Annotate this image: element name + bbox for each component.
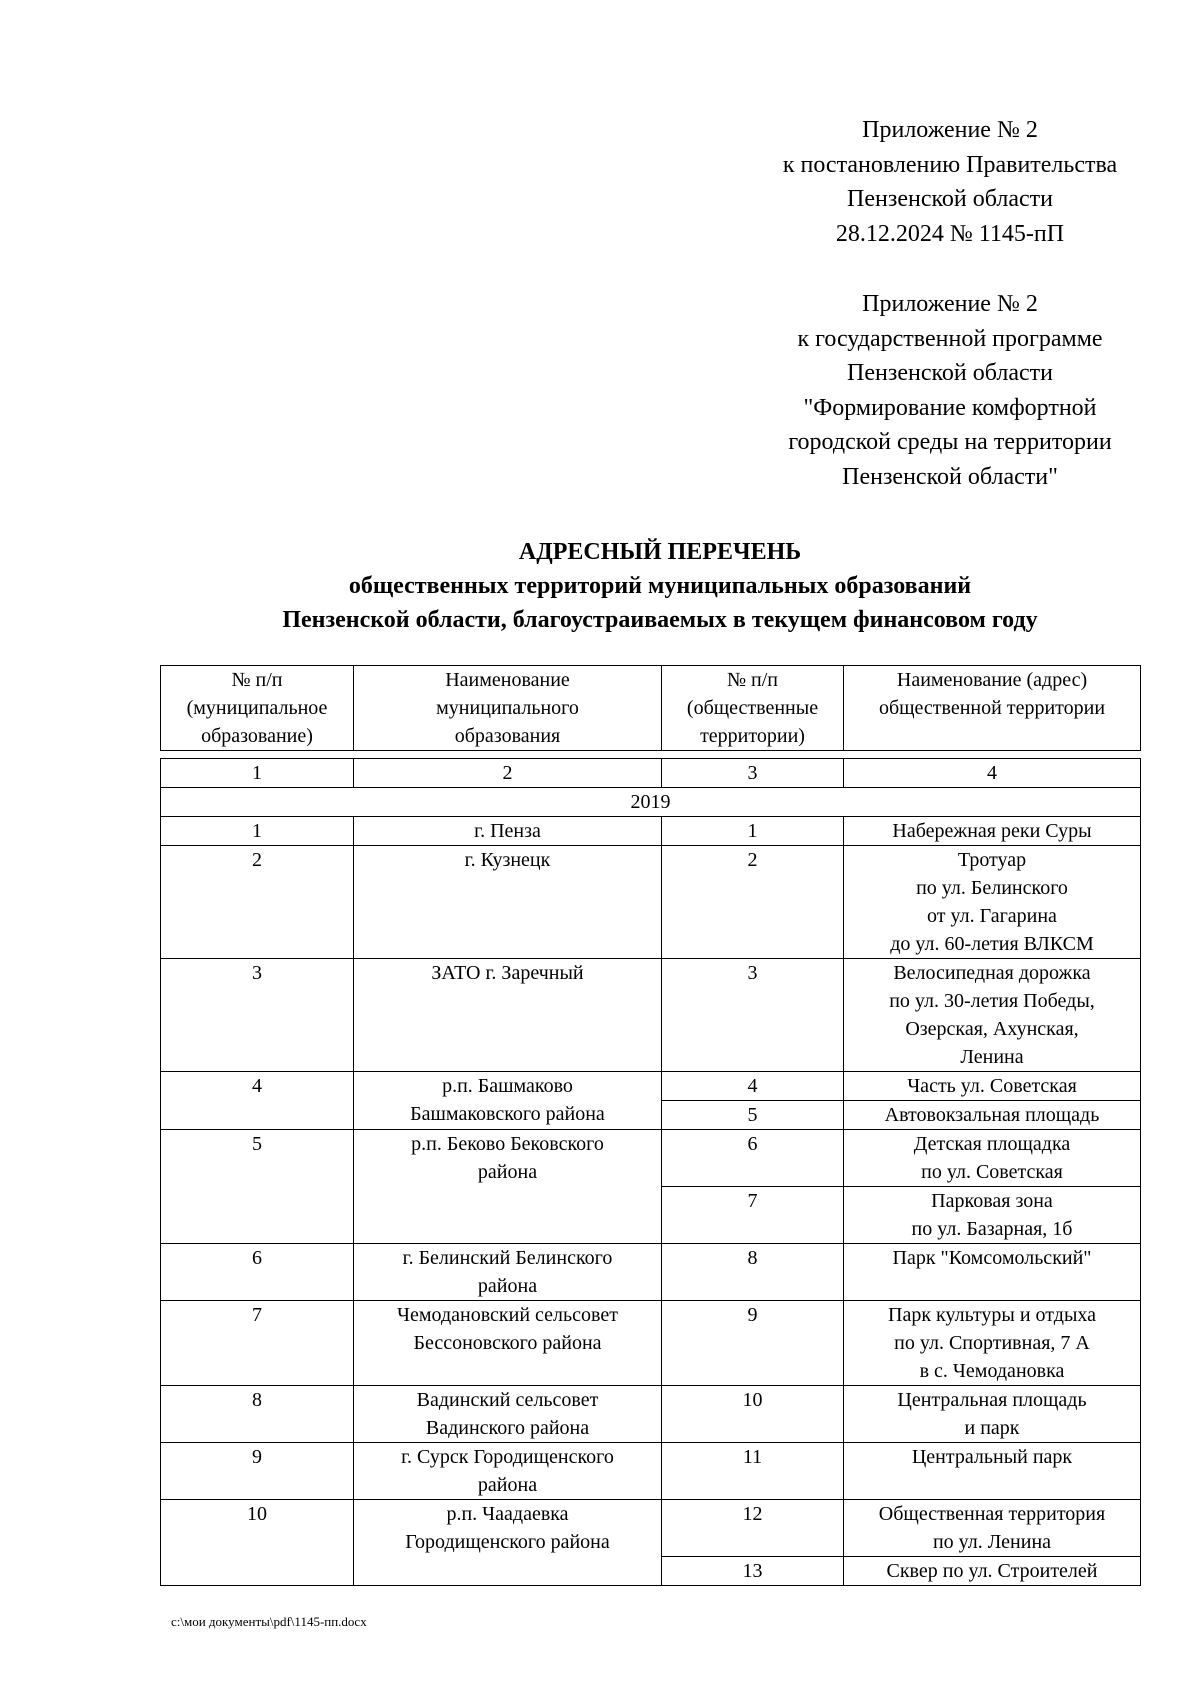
appendix-state-program (720, 287, 1180, 494)
territory-name-cell-line: по ул. Советская (921, 1161, 1063, 1183)
municipality-name-cell-line: района (477, 1275, 538, 1297)
municipality-number-cell-line: 10 (247, 1503, 267, 1525)
year-row (161, 788, 1141, 817)
municipality-number-cell (161, 817, 354, 846)
territory-name-cell-line: Велосипедная дорожка (893, 962, 1091, 984)
table-header-row (161, 666, 1141, 751)
address-list-table (160, 665, 1141, 1586)
territory-number-cell (662, 1072, 844, 1101)
municipality-name-cell (354, 1130, 662, 1244)
municipality-number-cell (161, 846, 354, 959)
table-row (161, 1072, 1141, 1101)
territory-name-cell-line: по ул. Ленина (932, 1531, 1052, 1553)
territory-number-cell-line: 3 (747, 962, 758, 984)
column-number-cell: 1 (161, 759, 354, 788)
appendix-line: Пензенской области (847, 360, 1053, 386)
territory-name-cell-line: по ул. Спортивная, 7 А (894, 1332, 1090, 1354)
table-row (161, 1301, 1141, 1386)
territory-name-cell (844, 817, 1141, 846)
municipality-name-cell (354, 846, 662, 959)
municipality-number-cell-line: 8 (252, 1389, 262, 1411)
municipality-name-cell-line: ЗАТО г. Заречный (431, 962, 584, 984)
territory-number-cell (662, 1500, 844, 1557)
municipality-number-cell-line: 3 (252, 962, 262, 984)
municipality-name-cell-line: г. Кузнецк (464, 849, 551, 871)
column-number-cell: 4 (844, 759, 1141, 788)
appendix-line: Приложение № 2 (862, 291, 1038, 317)
appendix-line: 28.12.2024 № 1145-пП (835, 220, 1065, 247)
appendix-government-resolution (720, 113, 1180, 251)
territory-name-cell-line: и парк (964, 1417, 1020, 1439)
territory-number-cell-line: 7 (747, 1190, 758, 1212)
territory-name-cell (844, 1072, 1141, 1101)
territory-name-cell-line: Озерская, Ахунская, (905, 1018, 1079, 1040)
territory-name-cell-line: Тротуар (957, 849, 1027, 871)
municipality-number-cell (161, 1301, 354, 1386)
territory-number-cell-line: 4 (747, 1075, 758, 1097)
file-path-footer: c:\мои документы\pdf\1145-пп.docx (171, 1614, 367, 1629)
territory-name-cell (844, 1244, 1141, 1301)
column-number-cell: 2 (354, 759, 662, 788)
territory-name-cell-line: по ул. Базарная, 1б (911, 1218, 1073, 1240)
territory-number-cell-line: 8 (747, 1247, 758, 1269)
appendix-line: к государственной программе (797, 325, 1103, 352)
municipality-number-cell-line: 6 (252, 1247, 262, 1269)
table-row (161, 1500, 1141, 1557)
territory-name-cell-line: Центральный парк (911, 1446, 1073, 1468)
territory-name-cell (844, 959, 1141, 1072)
territory-name-cell-line: от ул. Гагарина (927, 905, 1057, 927)
territory-name-cell-line: Ленина (960, 1046, 1024, 1068)
territory-number-cell (662, 1244, 844, 1301)
territory-number-cell-line: 2 (747, 849, 758, 871)
territory-number-cell (662, 1557, 844, 1586)
territory-number-cell-line: 9 (747, 1304, 758, 1326)
municipality-name-cell-line: Чемодановский сельсовет (397, 1304, 618, 1326)
municipality-name-cell-line: г. Белинский Белинского (402, 1247, 613, 1269)
territory-name-cell-line: по ул. 30-летия Победы, (889, 990, 1095, 1012)
municipality-name-cell-line: Вадинского района (425, 1417, 590, 1439)
document-title (160, 535, 1160, 637)
municipality-name-cell-line: района (477, 1474, 538, 1496)
header-cell-mun-name: Наименование муниципального образования (354, 666, 662, 751)
municipality-name-cell-line: Башмаковского района (410, 1103, 605, 1125)
year-cell: 2019 (161, 788, 1141, 817)
territory-name-cell (844, 1187, 1141, 1244)
municipality-number-cell (161, 1500, 354, 1586)
territory-number-cell-line: 5 (747, 1104, 758, 1126)
column-number-cell: 3 (662, 759, 844, 788)
municipality-name-cell-line: района (477, 1161, 538, 1183)
municipality-number-cell-line: 9 (252, 1446, 262, 1468)
territory-number-cell-line: 10 (742, 1389, 763, 1411)
territory-number-cell (662, 1301, 844, 1386)
municipality-name-cell (354, 1072, 662, 1130)
municipality-name-cell (354, 1301, 662, 1386)
municipality-name-cell (354, 1244, 662, 1301)
municipality-name-cell-line: Городищенского района (405, 1531, 610, 1553)
territory-name-cell (844, 1443, 1141, 1500)
territory-number-cell (662, 1443, 844, 1500)
territory-name-cell (844, 1130, 1141, 1187)
municipality-name-cell-line: г. Пенза (474, 820, 541, 842)
territory-name-cell-line: Набережная реки Суры (892, 820, 1092, 842)
territory-number-cell (662, 1187, 844, 1244)
municipality-name-cell-line: г. Сурск Городищенского (401, 1446, 614, 1468)
territory-number-cell-line: 11 (742, 1446, 763, 1468)
municipality-name-cell (354, 817, 662, 846)
territory-number-cell-line: 1 (747, 820, 758, 842)
territory-name-cell-line: Автовокзальная площадь (884, 1104, 1100, 1126)
territory-name-cell-line: Центральная площадь (897, 1389, 1087, 1411)
territory-number-cell (662, 846, 844, 959)
appendix-line: "Формирование комфортной (803, 394, 1097, 421)
territory-name-cell-line: Часть ул. Советская (907, 1075, 1077, 1097)
municipality-number-cell (161, 1244, 354, 1301)
table-row (161, 846, 1141, 959)
title-line: АДРЕСНЫЙ ПЕРЕЧЕНЬ (518, 539, 802, 565)
municipality-name-cell-line: р.п. Башмаково (442, 1075, 573, 1097)
territory-name-cell (844, 1301, 1141, 1386)
territory-number-cell (662, 959, 844, 1072)
appendix-line: Пензенской области" (842, 463, 1058, 490)
territory-name-cell-line: Парк культуры и отдыха (888, 1304, 1096, 1326)
territory-name-cell-line: до ул. 60-летия ВЛКСМ (890, 933, 1094, 955)
territory-name-cell (844, 1386, 1141, 1443)
municipality-name-cell (354, 1500, 662, 1586)
territory-number-cell-line: 13 (742, 1560, 763, 1582)
column-number-row (161, 759, 1141, 788)
territory-name-cell-line: Сквер по ул. Строителей (886, 1560, 1098, 1582)
appendix-line: к постановлению Правительства (782, 151, 1118, 178)
territory-number-cell (662, 817, 844, 846)
header-cell-mun-number: № п/п (муниципальное образование) (161, 666, 354, 751)
table-row (161, 1244, 1141, 1301)
municipality-name-cell-line: р.п. Беково Бековского (411, 1133, 604, 1155)
table-row (161, 1443, 1141, 1500)
municipality-name-cell-line: Бессоновского района (413, 1332, 602, 1354)
title-line: общественных территорий муниципальных образований (348, 573, 972, 599)
appendix-line: Пензенской области (847, 186, 1053, 212)
municipality-number-cell (161, 1443, 354, 1500)
municipality-number-cell (161, 1386, 354, 1443)
territory-name-cell (844, 1500, 1141, 1557)
territory-name-cell-line: Детская площадка (913, 1133, 1071, 1155)
municipality-name-cell-line: Вадинский сельсовет (416, 1389, 599, 1411)
table-row (161, 959, 1141, 1072)
territory-number-cell (662, 1101, 844, 1130)
table-spacer (161, 751, 1141, 759)
territory-name-cell-line: в с. Чемодановка (919, 1360, 1065, 1382)
territory-name-cell-line: по ул. Белинского (916, 877, 1068, 899)
territory-number-cell-line: 6 (747, 1133, 758, 1155)
territory-name-cell (844, 1101, 1141, 1130)
title-line: Пензенской области, благоустраиваемых в текущем финансовом году (282, 607, 1038, 633)
header-cell-territory-name: Наименование (адрес) общественной территории (844, 666, 1141, 751)
territory-name-cell (844, 846, 1141, 959)
municipality-name-cell-line: р.п. Чаадаевка (446, 1503, 569, 1525)
municipality-number-cell-line: 7 (252, 1304, 262, 1326)
municipality-number-cell-line: 2 (252, 849, 262, 871)
appendix-line: городской среды на территории (788, 429, 1112, 455)
municipality-number-cell-line: 5 (252, 1133, 262, 1155)
header-cell-territory-number: № п/п (общественные территории) (662, 666, 844, 751)
table-row (161, 1130, 1141, 1187)
municipality-number-cell-line: 4 (252, 1075, 262, 1097)
territory-name-cell-line: Парк "Комсомольский" (892, 1247, 1092, 1269)
territory-name-cell-line: Парковая зона (931, 1190, 1053, 1212)
territory-number-cell (662, 1130, 844, 1187)
municipality-name-cell (354, 959, 662, 1072)
municipality-number-cell (161, 959, 354, 1072)
municipality-number-cell-line: 1 (252, 820, 262, 842)
table-row (161, 1386, 1141, 1443)
municipality-number-cell (161, 1072, 354, 1130)
appendix-line: Приложение № 2 (862, 117, 1038, 143)
table-row (161, 817, 1141, 846)
territory-name-cell (844, 1557, 1141, 1586)
municipality-number-cell (161, 1130, 354, 1244)
territory-number-cell-line: 12 (742, 1503, 763, 1525)
table-body (161, 666, 1141, 1586)
territory-number-cell (662, 1386, 844, 1443)
territory-name-cell-line: Общественная территория (878, 1503, 1106, 1525)
municipality-name-cell (354, 1386, 662, 1443)
municipality-name-cell (354, 1443, 662, 1500)
